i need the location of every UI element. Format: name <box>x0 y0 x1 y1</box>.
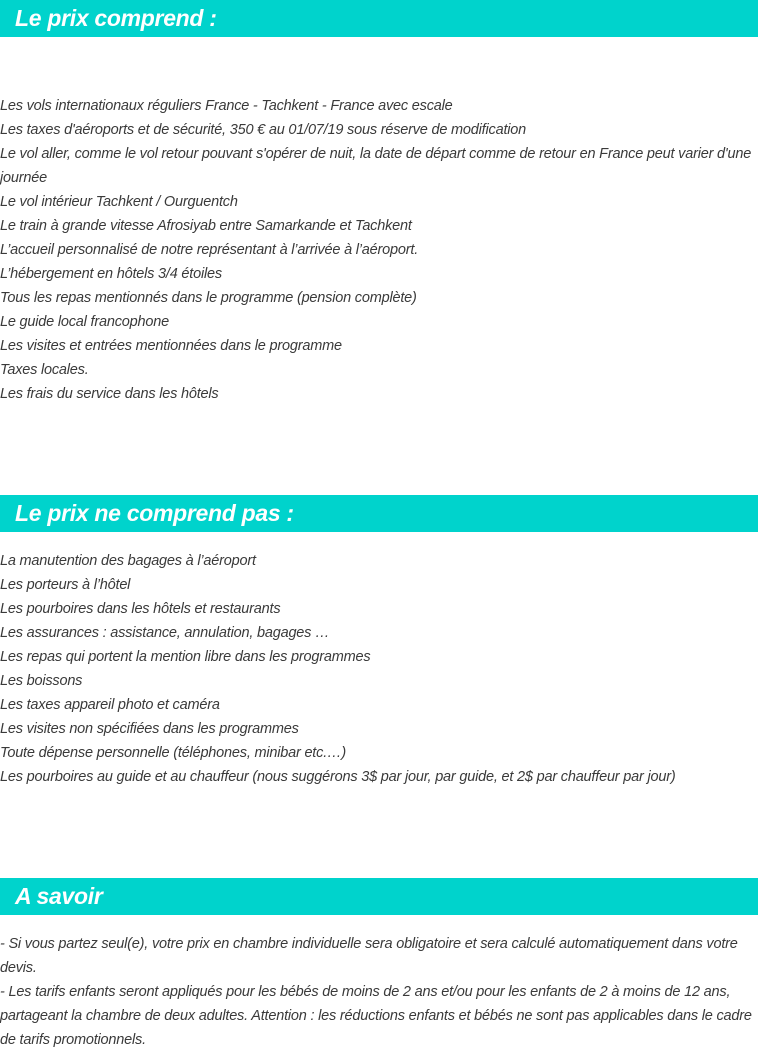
list-item: Les boissons <box>0 673 83 689</box>
list-item: Les assurances : assistance, annulation, bagages … <box>0 625 330 641</box>
list-item: Les pourboires au guide et au chauffeur (nous suggérons 3$ par jour, par guide, et 2$ par chauffeur par jour) <box>0 769 676 785</box>
list-item: La manutention des bagages à l’aéroport <box>0 553 256 569</box>
list-item: L’accueil personnalisé de notre représentant à l’arrivée à l’aéroport. <box>0 242 419 258</box>
list-item: Taxes locales. <box>0 362 89 378</box>
good-to-know-header <box>0 878 758 915</box>
list-item: Les taxes appareil photo et caméra <box>0 697 220 713</box>
list-item: Les vols internationaux réguliers France - Tachkent - France avec escale <box>0 98 453 114</box>
list-item: Le vol intérieur Tachkent / Ourguentch <box>0 194 238 210</box>
excluded-title: Le prix ne comprend pas : <box>15 500 294 526</box>
list-item: Le train à grande vitesse Afrosiyab entre Samarkande et Tachkent <box>0 218 412 234</box>
list-item: Les porteurs à l’hôtel <box>0 577 131 593</box>
excluded-header <box>0 495 758 532</box>
list-item: L’hébergement en hôtels 3/4 étoiles <box>0 266 222 282</box>
list-item: Les visites et entrées mentionnées dans le programme <box>0 338 342 354</box>
list-item: Les pourboires dans les hôtels et restaurants <box>0 601 281 617</box>
info-paragraph: - Les tarifs enfants seront appliqués pour les bébés de moins de 2 ans et/ou pour les enfants de 2 à moins de 12 ans, partageant la chambre de deux adultes. Attention : les réductions enfants et bébés ne sont pas applicables dans le cadre de tarifs promotionnels. <box>0 984 752 1048</box>
list-item: Les taxes d'aéroports et de sécurité, 350 € au 01/07/19 sous réserve de modification <box>0 122 527 138</box>
list-item: Les frais du service dans les hôtels <box>0 386 219 402</box>
list-item: Les repas qui portent la mention libre dans les programmes <box>0 649 371 665</box>
excluded-list <box>0 549 758 789</box>
list-item: Le guide local francophone <box>0 314 169 330</box>
good-to-know-title: A savoir <box>15 883 103 909</box>
list-item: Toute dépense personnelle (téléphones, minibar etc.…) <box>0 745 346 761</box>
list-item: Le vol aller, comme le vol retour pouvant s'opérer de nuit, la date de départ comme de retour en France peut varier d'une journée <box>0 146 752 186</box>
included-list <box>0 94 758 406</box>
included-header <box>0 0 758 37</box>
good-to-know-body <box>0 932 758 1052</box>
info-paragraph: - Si vous partez seul(e), votre prix en chambre individuelle sera obligatoire et sera calculé automatiquement dans votre devis. <box>0 936 738 976</box>
list-item: Tous les repas mentionnés dans le programme (pension complète) <box>0 290 417 306</box>
included-title: Le prix comprend : <box>15 5 217 31</box>
list-item: Les visites non spécifiées dans les programmes <box>0 721 299 737</box>
